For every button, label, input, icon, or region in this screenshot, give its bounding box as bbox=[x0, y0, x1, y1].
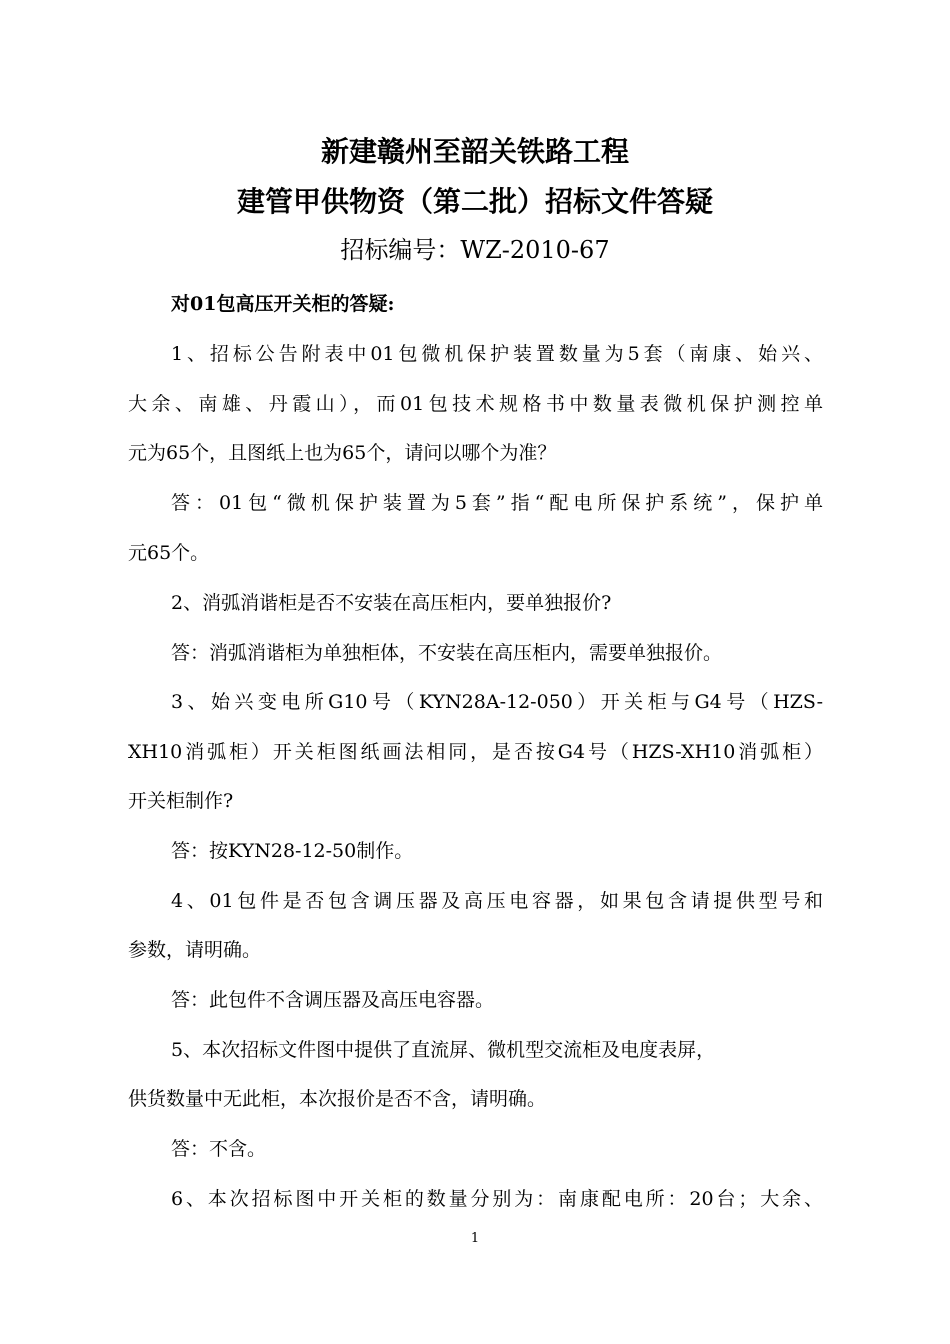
document-title: 新建赣州至韶关铁路工程 bbox=[320, 135, 629, 168]
question-line: XH10消弧柜）开关柜图纸画法相同，是否按G4号（HZS-XH10消弧柜） bbox=[128, 741, 823, 763]
text-line: 大余、南雄、丹霞山），而01包技术规格书中数量表微机保护测控单 bbox=[128, 393, 823, 415]
answer-line: 答：此包件不含调压器及高压电容器。 bbox=[171, 989, 495, 1011]
text-line: 元为65个，且图纸上也为65个，请问以哪个为准？ bbox=[128, 442, 557, 464]
text-line: 1、招标公告附表中01包微机保护装置数量为5套（南康、始兴、 bbox=[171, 343, 823, 365]
page-number: 1 bbox=[470, 1231, 480, 1246]
question-line: 参数，请明确。 bbox=[128, 939, 262, 961]
question-line: 开关柜制作? bbox=[128, 790, 234, 812]
answer-line: 答：按KYN28-12-50制作。 bbox=[171, 840, 414, 862]
section-heading: 对01包高压开关柜的答疑: bbox=[171, 293, 395, 315]
document-subtitle: 建管甲供物资（第二批）招标文件答疑 bbox=[236, 185, 713, 218]
question-line: 2、消弧消谐柜是否不安装在高压柜内，要单独报价? bbox=[171, 592, 612, 614]
question-line: 4、01包件是否包含调压器及高压电容器，如果包含请提供型号和 bbox=[171, 890, 823, 912]
tender-number: 招标编号：WZ-2010-67 bbox=[340, 236, 610, 264]
answer-line: 答：消弧消谐柜为单独柜体，不安装在高压柜内，需要单独报价。 bbox=[171, 642, 723, 664]
answer-line: 答：01包“微机保护装置为5套”指“配电所保护系统”，保护单 bbox=[171, 492, 823, 514]
question-line: 5、本次招标文件图中提供了直流屏、微机型交流柜及电度表屏， bbox=[171, 1039, 716, 1061]
question-line: 6、本次招标图中开关柜的数量分别为：南康配电所：20台；大余、 bbox=[171, 1188, 823, 1210]
question-line: 3、始兴变电所G10号（KYN28A-12-050）开关柜与G4号（HZS- bbox=[171, 691, 823, 713]
answer-line: 答：不含。 bbox=[171, 1138, 267, 1160]
answer-line: 元65个。 bbox=[128, 542, 210, 564]
question-line: 供货数量中无此柜，本次报价是否不含，请明确。 bbox=[128, 1088, 547, 1110]
